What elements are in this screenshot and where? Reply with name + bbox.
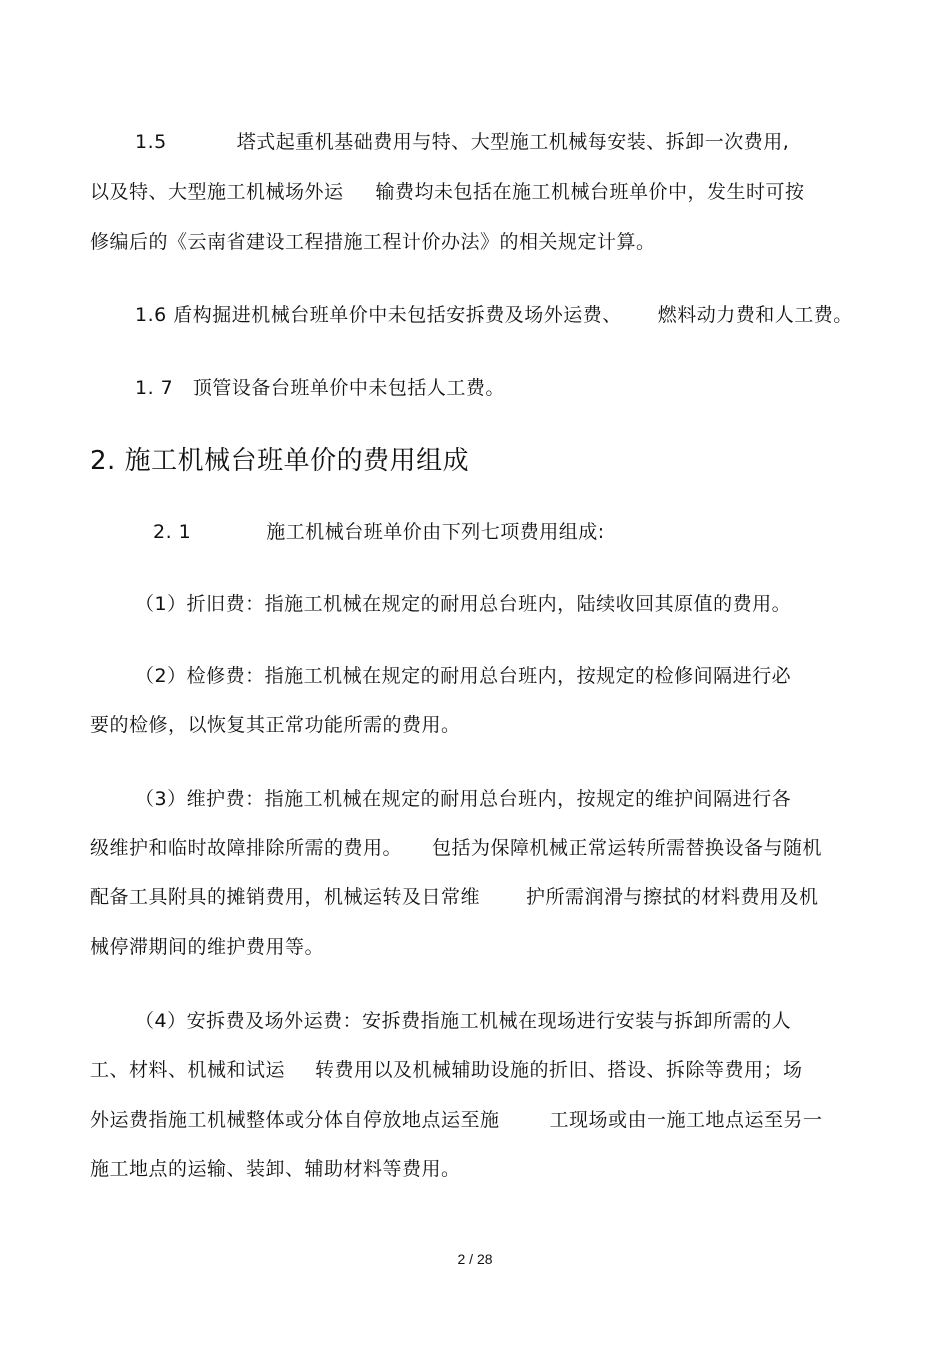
item-2-line-2: [90, 712, 461, 738]
section-heading-2: 2. 施工机械台班单价的费用组成: [90, 446, 470, 476]
item-4-line-4: [90, 1156, 461, 1182]
item-1-line-1: [135, 591, 791, 617]
section-number: 1.5: [135, 131, 167, 153]
para-text: 械停滞期间的维护费用等。: [90, 936, 325, 958]
para-text: 配备工具附具的摊销费用，机械运转及日常维: [90, 886, 481, 908]
para-text: 工现场或由一施工地点运至另一: [549, 1109, 823, 1131]
para-text: 护所需润滑与擦拭的材料费用及机: [526, 886, 819, 908]
para-2-1: [153, 519, 605, 545]
item-3-line-2: [90, 835, 822, 861]
para-1-5-line-3: [90, 229, 656, 255]
para-text: 1. 7 顶管设备台班单价中未包括人工费。: [135, 377, 505, 399]
para-text: 施工机械台班单价由下列七项费用组成:: [266, 521, 605, 543]
item-3-line-4: [90, 934, 324, 960]
para-text: 1.6 盾构掘进机械台班单价中未包括安拆费及场外运费、: [135, 304, 622, 326]
para-text: 以及特、大型施工机械场外运: [90, 181, 344, 203]
para-text: 施工地点的运输、装卸、辅助材料等费用。: [90, 1158, 461, 1180]
para-text: （4）安拆费及场外运费：安拆费指施工机械在现场进行安装与拆卸所需的人: [135, 1010, 792, 1032]
item-4-line-2: [90, 1057, 803, 1083]
para-1-5-line-2: [90, 179, 805, 205]
item-3-line-1: [135, 786, 791, 812]
para-text: 要的检修，以恢复其正常功能所需的费用。: [90, 714, 461, 736]
para-text: （2）检修费：指施工机械在规定的耐用总台班内，按规定的检修间隔进行必: [135, 665, 792, 687]
para-text: 工、材料、机械和试运: [90, 1059, 286, 1081]
para-text: 外运费指施工机械整体或分体自停放地点运至施: [90, 1109, 500, 1131]
para-text: 转费用以及机械辅助设施的折旧、搭设、拆除等费用；场: [315, 1059, 803, 1081]
page-number: 2 / 28: [457, 1251, 493, 1267]
para-1-7: [135, 375, 505, 401]
item-2-line-1: [135, 663, 791, 689]
para-text: 修编后的《云南省建设工程措施工程计价办法》的相关规定计算。: [90, 231, 656, 253]
para-text: （3）维护费：指施工机械在规定的耐用总台班内，按规定的维护间隔进行各: [135, 788, 792, 810]
section-number: 2. 1: [153, 521, 192, 543]
para-text: 塔式起重机基础费用与特、大型施工机械每安装、拆卸一次费用,: [236, 131, 790, 153]
para-text: 级维护和临时故障排除所需的费用。: [90, 837, 403, 859]
para-text: 包括为保障机械正常运转所需替换设备与随机: [432, 837, 823, 859]
para-text: 燃料动力费和人工费。: [657, 304, 853, 326]
para-text: 输费均未包括在施工机械台班单价中，发生时可按: [375, 181, 805, 203]
para-text: （1）折旧费：指施工机械在规定的耐用总台班内，陆续收回其原值的费用。: [135, 593, 792, 615]
para-1-5-line-1: [135, 129, 789, 155]
item-4-line-3: [90, 1107, 823, 1133]
para-1-6: [135, 302, 853, 328]
item-3-line-3: [90, 884, 819, 910]
item-4-line-1: [135, 1008, 791, 1034]
